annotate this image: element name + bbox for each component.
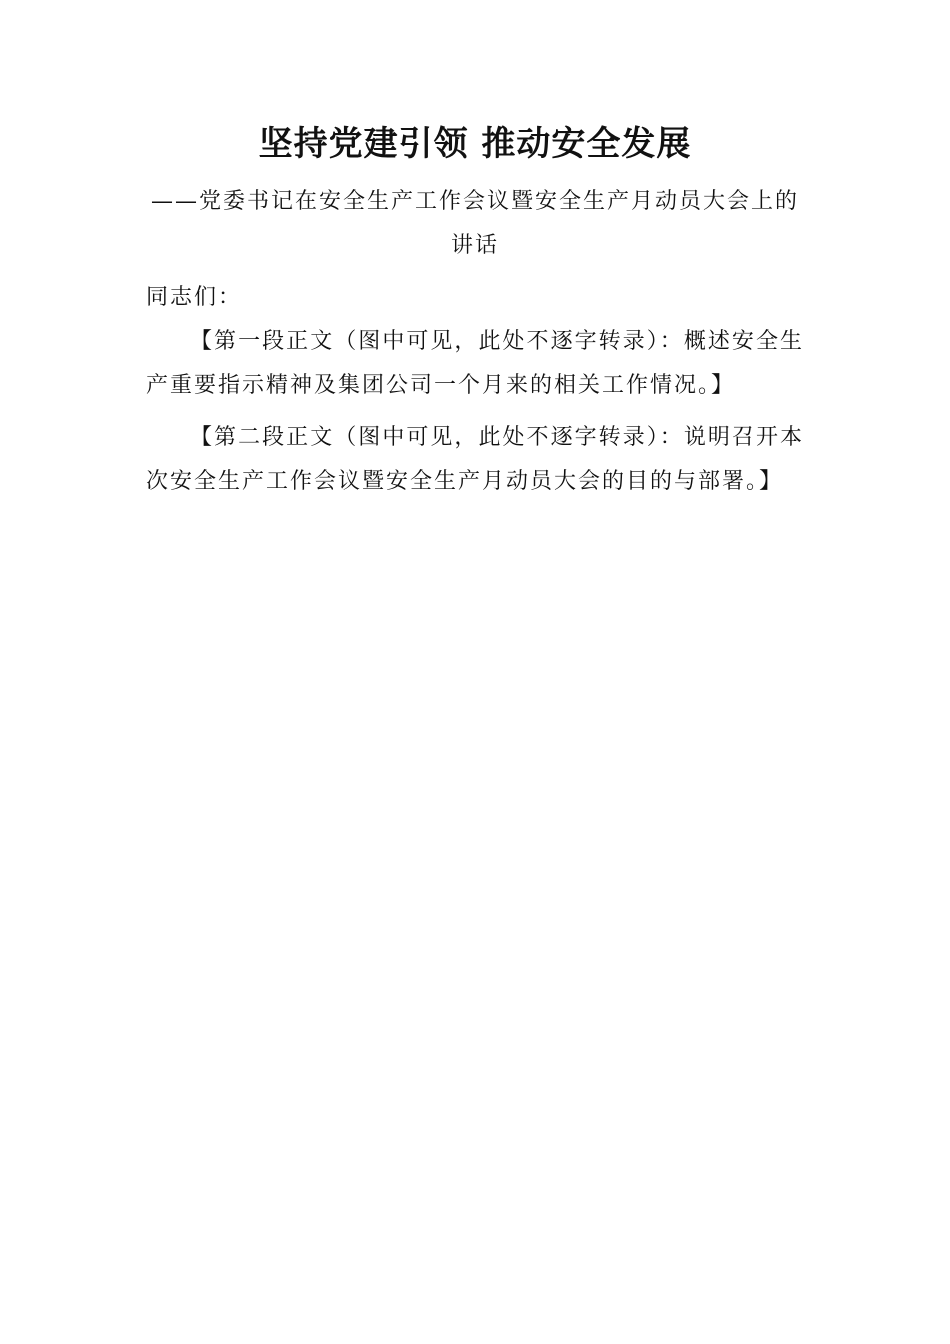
paragraph-2: 【第二段正文（图中可见，此处不逐字转录）：说明召开本次安全生产工作会议暨安全生产月动员大会的目的与部署。】 bbox=[146, 425, 804, 494]
paragraph-1: 【第一段正文（图中可见，此处不逐字转录）：概述安全生产重要指示精神及集团公司一个月来的相关工作情况。】 bbox=[146, 329, 804, 398]
greeting: 同志们： bbox=[146, 285, 243, 310]
body-text bbox=[146, 320, 804, 504]
document-subtitle: ——党委书记在安全生产工作会议暨安全生产月动员大会上的讲话 bbox=[150, 189, 799, 258]
document-title: 坚持党建引领 推动安全发展 bbox=[258, 124, 692, 164]
